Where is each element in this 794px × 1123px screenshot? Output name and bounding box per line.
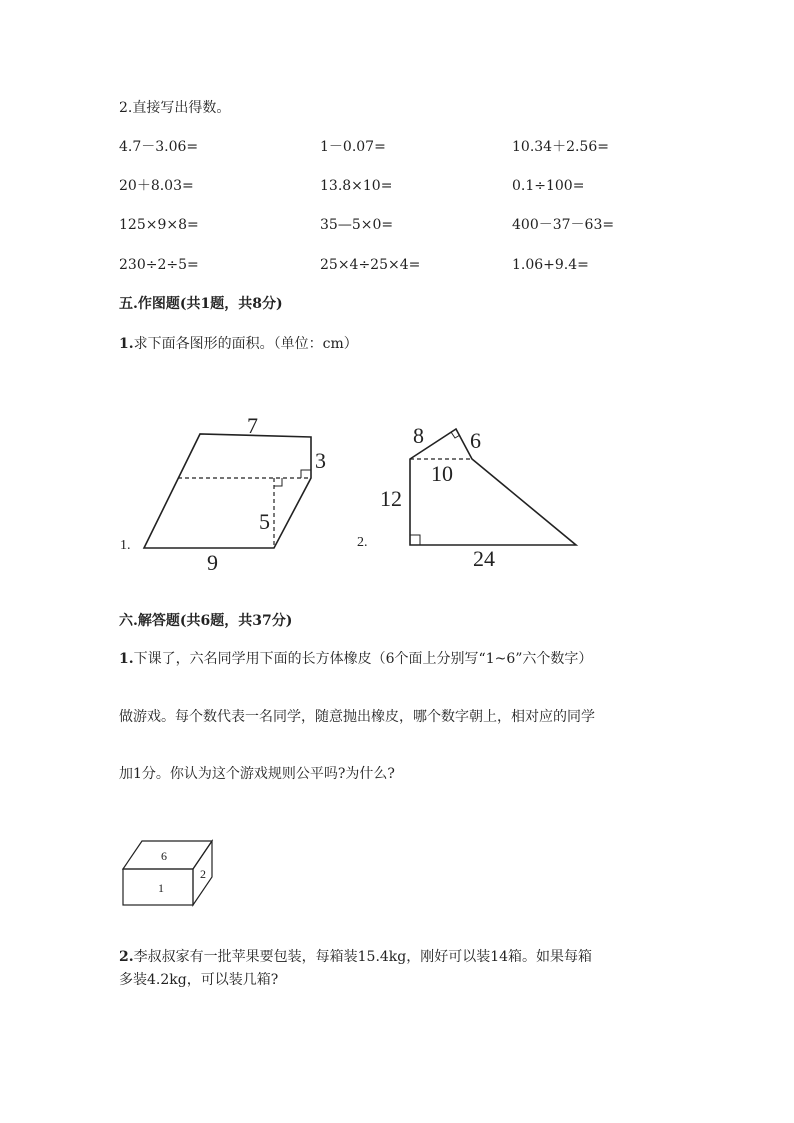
calc-item: 35—5×0= (320, 217, 394, 233)
question-number: 1. (119, 651, 134, 667)
section5-heading: 五.作图题(共1题，共8分) (119, 296, 283, 312)
dimension-24: 24 (473, 546, 495, 571)
calc-item: 10.34＋2.56= (512, 139, 609, 155)
figure-composite (350, 418, 590, 573)
question-number: 1. (119, 336, 134, 352)
figure-label: 1. (120, 538, 131, 553)
question-number: 2. (119, 949, 134, 965)
dimension-12: 12 (380, 486, 402, 511)
dimension-10: 10 (431, 461, 453, 486)
figure-trapezoid (110, 405, 340, 575)
section5-question-1 (119, 337, 358, 351)
calc-item: 230÷2÷5= (119, 257, 199, 273)
dimension-bottom: 9 (207, 550, 218, 575)
section6-q2-line2: 多装4.2kg，可以装几箱? (119, 972, 279, 988)
eraser-box (118, 838, 218, 910)
dimension-6: 6 (470, 428, 481, 453)
section6-q1-line3: 加1分。你认为这个游戏规则公平吗?为什么? (119, 766, 395, 782)
question-text: 求下面各图形的面积。（单位：cm） (133, 336, 358, 352)
calc-item: 25×4÷25×4= (320, 257, 421, 273)
dimension-height: 5 (259, 509, 270, 534)
section6-q1-line1 (119, 652, 592, 666)
section6-q1-line2: 做游戏。每个数代表一名同学，随意抛出橡皮，哪个数字朝上，相对应的同学 (119, 709, 595, 725)
calc-item: 13.8×10= (320, 178, 393, 194)
question-text: 下课了，六名同学用下面的长方体橡皮（6个面上分别写“1~6”六个数字） (133, 651, 593, 667)
calc-item: 1－0.07= (320, 139, 386, 155)
section6-heading: 六.解答题(共6题，共37分) (119, 613, 293, 629)
calc-item: 20＋8.03= (119, 178, 194, 194)
calc-item: 1.06+9.4= (512, 257, 589, 273)
calc-item: 125×9×8= (119, 217, 199, 233)
question-text: 李叔叔家有一批苹果要包装，每箱装15.4kg，刚好可以装14箱。如果每箱 (133, 949, 593, 965)
dimension-right: 3 (315, 448, 326, 473)
box-face-side: 2 (200, 867, 206, 881)
section6-q2-line1 (119, 950, 592, 964)
q2-title: 2.直接写出得数。 (119, 100, 231, 116)
calc-item: 4.7－3.06= (119, 139, 199, 155)
figure-label: 2. (357, 535, 368, 550)
calc-item: 400－37－63= (512, 217, 615, 233)
box-face-front: 1 (158, 881, 164, 895)
dimension-8: 8 (413, 423, 424, 448)
calc-item: 0.1÷100= (512, 178, 585, 194)
dimension-top: 7 (247, 413, 258, 438)
box-face-top: 6 (161, 849, 167, 863)
